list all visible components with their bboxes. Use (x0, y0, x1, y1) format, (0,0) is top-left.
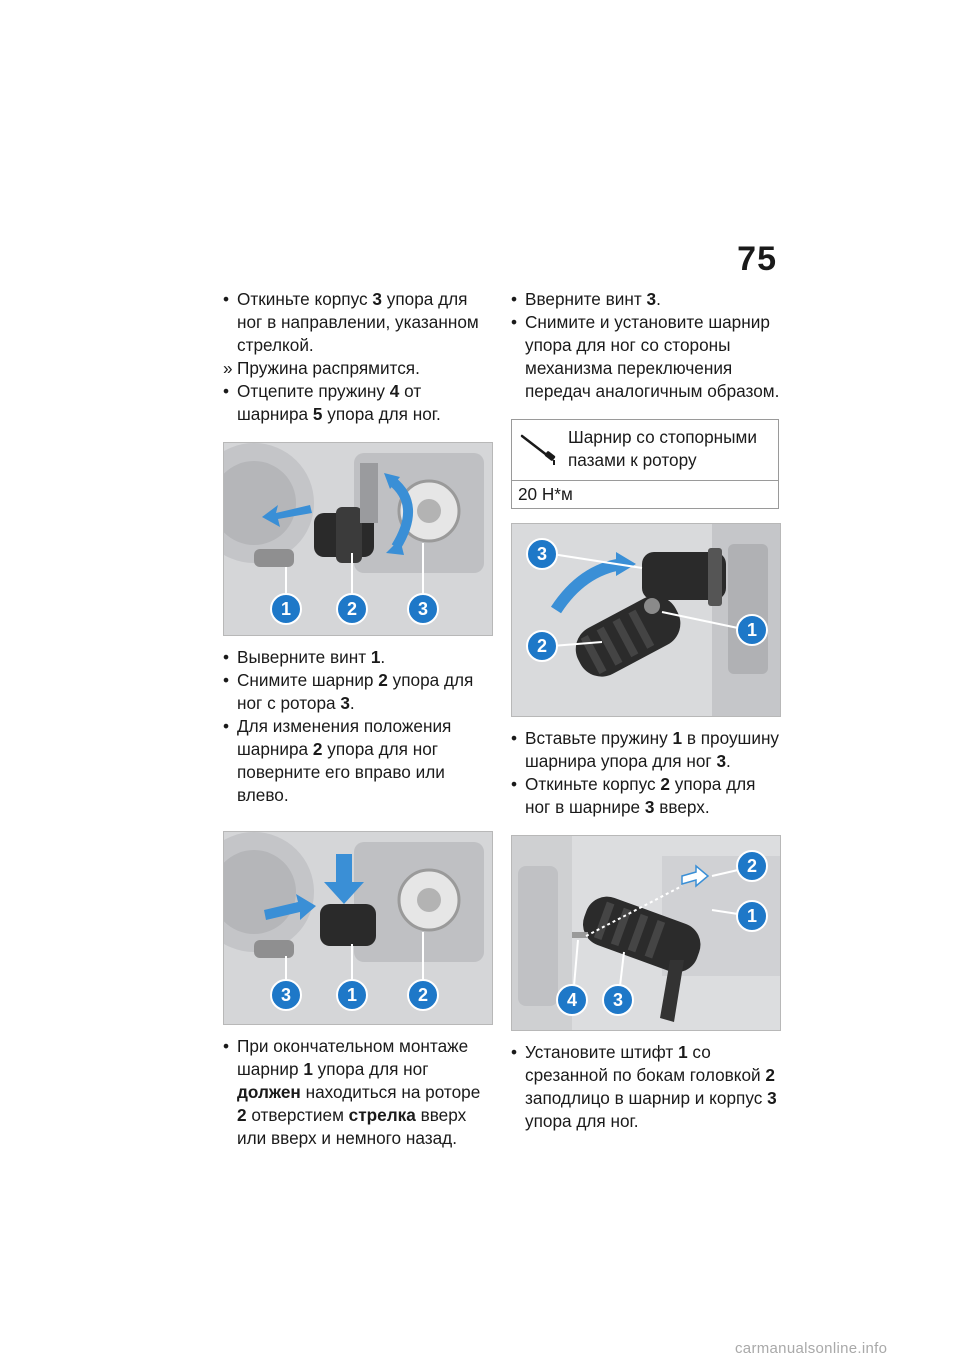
result-mark: » (223, 358, 233, 378)
callout-badge (337, 980, 367, 1010)
svg-text:3: 3 (536, 544, 548, 564)
instruction-list-3 (511, 288, 781, 403)
item-text: . (380, 647, 386, 667)
bullet-mark: • (223, 289, 230, 309)
item-text: Снимите шарнир (237, 670, 379, 690)
item-text: Выверните винт (237, 647, 371, 667)
figure-illustration (512, 836, 780, 1030)
figure-illustration (224, 443, 492, 635)
list-item (511, 288, 781, 311)
callout-badge (557, 985, 587, 1015)
item-text: . (349, 693, 355, 713)
callout-badge (527, 631, 557, 661)
item-text: упора для ног. (322, 404, 441, 424)
item-text: упора для ног. (525, 1111, 639, 1131)
callout-badge (737, 851, 767, 881)
item-text: Для изменения положения шарнира (237, 716, 452, 759)
ref-number: 3 (646, 289, 657, 309)
emphasis-text: стрелка (348, 1105, 416, 1125)
svg-text:1: 1 (746, 620, 758, 640)
bullet-mark: • (511, 1042, 518, 1062)
figure-footrest-spring (511, 523, 781, 717)
ref-number: 1 (678, 1042, 688, 1062)
bullet-mark: • (511, 289, 518, 309)
item-text: При окончательном монтаже шарнир (237, 1036, 469, 1079)
item-text: находиться на роторе (300, 1082, 481, 1102)
item-text: Установите штифт (525, 1042, 679, 1062)
list-item (223, 669, 493, 715)
bullet-mark: • (223, 381, 230, 401)
list-item (223, 646, 493, 669)
page-number: 75 (737, 240, 777, 278)
item-text: . (726, 751, 731, 771)
svg-text:2: 2 (417, 985, 429, 1005)
callout-badge (737, 615, 767, 645)
bullet-mark: • (511, 774, 518, 794)
list-item (223, 380, 493, 426)
item-text: Откиньте корпус (237, 289, 373, 309)
svg-text:1: 1 (346, 985, 358, 1005)
list-item (511, 773, 781, 819)
list-item (511, 727, 781, 773)
figure-footrest-removal (223, 442, 493, 636)
ref-number: 3 (340, 693, 350, 713)
figure-illustration (224, 832, 492, 1024)
ref-number: 2 (237, 1105, 247, 1125)
instruction-list-1 (223, 288, 493, 426)
item-text: со срезанной по бокам головкой (525, 1042, 766, 1085)
list-item (511, 311, 781, 403)
svg-text:3: 3 (417, 599, 429, 619)
svg-text:2: 2 (346, 599, 358, 619)
item-text: Снимите и установите шарнир упора для ног со стороны механизма переключения передач аналогичным образом. (525, 312, 780, 401)
ref-number: 2 (378, 670, 388, 690)
list-item (223, 357, 493, 380)
emphasis-text: должен (237, 1082, 301, 1102)
item-text: заподлицо в шарнир и корпус (525, 1088, 768, 1108)
torque-spec-table (511, 419, 779, 509)
callout-badge (603, 985, 633, 1015)
item-text: упора для ног с ротора (237, 670, 474, 713)
bullet-mark: • (223, 716, 230, 736)
ref-number: 2 (660, 774, 670, 794)
callout-badge (737, 901, 767, 931)
callout-badge (408, 980, 438, 1010)
item-text: вверх или вверх и немного назад. (237, 1105, 467, 1148)
bullet-mark: • (223, 647, 230, 667)
item-text: упора для ног (312, 1059, 429, 1079)
item-text: упора для ног в шарнире (525, 774, 756, 817)
torque-wrench-icon (518, 430, 560, 466)
svg-text:1: 1 (280, 599, 292, 619)
callout-badge (271, 594, 301, 624)
left-column (223, 288, 493, 1150)
svg-text:3: 3 (280, 985, 292, 1005)
svg-text:1: 1 (746, 906, 758, 926)
list-item (223, 1035, 493, 1150)
item-text: Вставьте пружину (525, 728, 673, 748)
callout-badge (408, 594, 438, 624)
bullet-mark: • (223, 670, 230, 690)
list-item (223, 715, 493, 807)
ref-number: 1 (672, 728, 683, 748)
figure-illustration (512, 524, 780, 716)
list-item (511, 1041, 781, 1133)
item-text: Откиньте корпус (525, 774, 661, 794)
svg-text:4: 4 (566, 990, 578, 1010)
torque-spec-header (512, 420, 778, 481)
bullet-mark: • (511, 728, 518, 748)
item-text: Пружина распрямится. (237, 358, 420, 378)
ref-number: 2 (312, 739, 323, 759)
item-text: от шарнира (237, 381, 422, 424)
svg-text:2: 2 (536, 636, 548, 656)
callout-badge (337, 594, 367, 624)
watermark-text: carmanualsonline.info (735, 1340, 888, 1357)
ref-number: 3 (372, 289, 382, 309)
ref-number: 3 (767, 1088, 777, 1108)
item-text: упора для ног поверните его вправо или влево. (237, 739, 445, 805)
svg-text:3: 3 (612, 990, 624, 1010)
ref-number: 2 (765, 1065, 775, 1085)
item-text: упора для ног в направлении, указанном стрелкой. (237, 289, 479, 355)
callout-badge (527, 539, 557, 569)
item-text: отверстием (246, 1105, 349, 1125)
torque-spec-value: 20 Н*м (518, 484, 573, 504)
instruction-list-2 (223, 646, 493, 807)
item-text: Отцепите пружину (237, 381, 390, 401)
ref-number: 3 (716, 751, 727, 771)
ref-number: 5 (312, 404, 323, 424)
instruction-list-4 (511, 727, 781, 819)
item-text: . (656, 289, 661, 309)
list-item (223, 288, 493, 357)
figure-footrest-pin (511, 835, 781, 1031)
figure-footrest-installation (223, 831, 493, 1025)
item-text: Вверните винт (525, 289, 647, 309)
ref-number: 1 (370, 647, 381, 667)
ref-number: 3 (644, 797, 655, 817)
torque-spec-label: Шарнир со стопорными пазами к ротору (568, 427, 757, 470)
item-text: вверх. (654, 797, 710, 817)
right-column (511, 288, 781, 1133)
ref-number: 1 (303, 1059, 313, 1079)
bullet-mark: • (223, 1036, 230, 1056)
svg-text:2: 2 (746, 856, 758, 876)
item-text: в проушину шарнира упора для ног (525, 728, 780, 771)
callout-badge (271, 980, 301, 1010)
bullet-mark: • (511, 312, 518, 332)
ref-number: 4 (389, 381, 400, 401)
